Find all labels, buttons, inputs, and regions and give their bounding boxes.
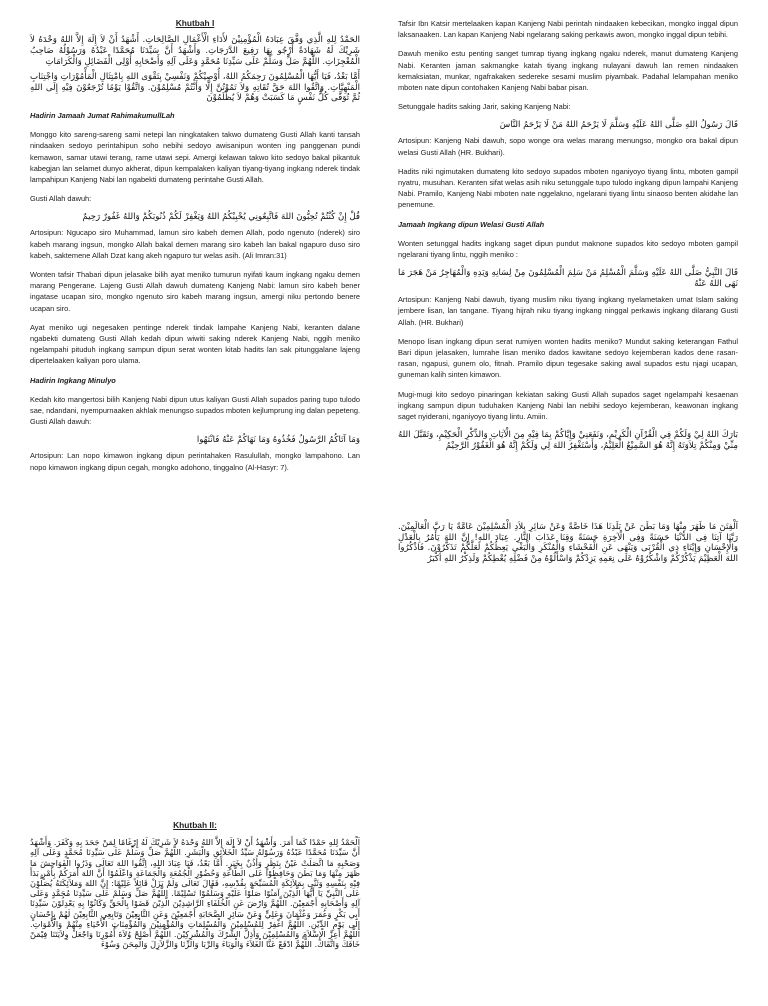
doa-arabic: اَلْفِتَنَ مَا ظَهَرَ مِنْهَا وَمَا بَطَنَ عَنْ بَلَدِنَا هَذَا خَاصَّةً وَعَنْ سَائِرِ بِلاَدِ الْمُسْلِمِيْنَ عَامَّةً يَا رَبَّ الْعَالَمِيْنَ. رَبَّنَا آتِنَا فِى الدُّنْيَا حَسَنَةً وَفِى الْآخِرَةِ حَسَنَةً وَقِنَا عَذَابَ النَّارِ. عِبَادَ اللهِ! إِنَّ اللهَ يَأْمُرُ بِالْعَدْلِ وَالْإِحْسَانِ وَإِيْتَاءِ ذِي الْقُرْبَى وَيَنْهَى عَنِ الْفَحْشَاءِ وَالْمُنْكَرِ وَالْبَغْيِ يَعِظُكُمْ لَعَلَّكُمْ تَذَكَّرُوْنَ. فَاذْكُرُوا اللهَ الْعَظِيْمَ يَذْكُرْكُمْ وَاشْكُرُوْهُ عَلَى نِعَمِهِ يَزِدْكُمْ وَاسْأَلُوْهُ مِنْ فَضْلِهِ يُعْطِكُمْ وَلَذِكْرُ اللهِ أَكْبَرُ (398, 522, 738, 564)
greeting-heading: Hadirin Jamaah Jumat RahimakumullLah (30, 110, 175, 120)
ayat-ali-imran: قُلْ إِنْ كُنْتُمْ تُحِبُّونَ اللهَ فَاتَّبِعُونِي يُحْبِبْكُمُ اللهُ وَيَغْفِرْ لَكُمْ ذُنُوبَكُمْ وَاللهُ غَفُورٌ رَحِيمٌ (82, 212, 360, 223)
khutbah-1-title: Khutbah I (175, 18, 215, 28)
hadith-muslim: قَالَ النَّبِيُّ صَلَّى اللهُ عَلَيْهِ وَسَلَّمَ الْمُسْلِمُ مَنْ سَلِمَ الْمُسْلِمُونَ مِنْ لِسَانِهِ وَيَدِهِ وَالْمُهَاجِرُ مَنْ هَجَرَ مَا نَهَى اللهُ عَنْهُ (398, 268, 738, 290)
paragraph: Mugi-mugi kito sedoyo pinaringan kekiatan saking Gusti Allah supados saget ngelampahi kesaenan ingkang sampun dipun tuduhaken Kanjeng Nabi lan nebihi sedoyo kejemberan, keawonan ingkang saget nyiderani, nganiyoyo tiyang lintu. Amiin. (398, 389, 738, 422)
khutbah-1-continued-column (398, 18, 738, 457)
paragraph: Kedah kito mangertosi bilih Kanjeng Nabi dipun utus kaliyan Gusti Allah supados paring tupo tulodo sae, ndandani, nyempurnaaken akhlak menungso supados mboten kejlumprung ing dalan pepeteng. Gusti Allah dawuh: (30, 394, 360, 427)
khutbah-1-column (30, 18, 360, 481)
doa-block (398, 522, 738, 570)
paragraph: Monggo kito sareng-sareng sami netepi lan ningkataken takwo dumateng Gusti Allah kanti tansah nindaaken sedoyo perintahipun soho nebihi sedoyo awisanipun wonten ing panggenan pundi kemawon, samar utawi terang, rame utawi sepi. Amergi kelawan takwo kito sedoyo bakal pikantuk kabegjan lan selamet dunyo akherat, dipun kempalaken kaliyan tiyang-tiyang ingkang nderek tindak lampahipun Kanjeng Nabi lan ngabekti dumateng perintahe Gusti Allah. (30, 130, 360, 184)
paragraph: Wonten setunggal hadits ingkang saget dipun pundut maknone supados kito sedoyo mboten gampil ngelarani tiyang lintu, nggih meniko : (398, 238, 738, 260)
khutbah-2-title: Khutbah II: (173, 820, 217, 830)
paragraph: Wonten tafsir Thabari dipun jelasake bilih ayat meniko tumurun nyifati kaum ingkang ngaku demen marang Pengerane. Lajeng Gusti Allah dawuh dumateng Kanjeng Nabi: lamun siro kabeh bener ingatase ucapan siro, mongko ngenuto siro kabeh marang ingsun, amergi niku pertondo benere ucapan siro. (30, 270, 360, 313)
hadith-jarir: قَالَ رَسُولُ اللهِ صَلَّى اللهُ عَلَيْهِ وَسَلَّمَ لَا يَرْحَمُ اللهُ مَنْ لَا يَرْحَمُ النَّاسَ (499, 120, 738, 131)
translation: Artosipun: Kanjeng Nabi dawuh, sopo wonge ora welas marang menungso, mongko ora bakal dipun welasi Gusti Allah (HR. Bukhari). (398, 136, 738, 157)
khutbah-2-arabic: اَلْحَمْدُ لِلهِ حَمْدًا كَمَا أَمَرَ. وَأَشْهَدُ أَنْ لاَ إِلَهَ إِلاَّ اللهُ وَحْدَهُ لاَ شَرِيْكَ لَهُ إِرْغَامًا لِمَنْ جَحَدَ بِهِ وَكَفَرَ. وَأَشْهَدُ أَنَّ سَيِّدَنَا مُحَمَّدًا عَبْدُهُ وَرَسُوْلُهُ سَيِّدُ الْخَلاَئِقِ وَالْبَشَرِ. اللَّهُمَّ صَلِّ وَسَلِّمْ عَلَى سَيِّدِنَا مُحَمَّدٍ وَعَلَى آلِهِ وَصَحْبِهِ مَا اتَّصَلَتْ عَيْنٌ بِنَظَرٍ وَأُذُنٌ بِخَبَرٍ. أَمَّا بَعْدُ، فَيَا عِبَادَ اللهِ، اِتَّقُوا اللهَ تَعَالَى وَذَرُوا الْفَوَاحِشَ مَا ظَهَرَ مِنْهَا وَمَا بَطَنَ وَحَافِظُوْا عَلَى الطَّاعَةِ وَحُضُوْرِ الْجُمُعَةِ وَالْجَمَاعَةِ وَاعْلَمُوْا أَنَّ اللهَ أَمَرَكُمْ بِأَمْرٍ بَدَأَ فِيْهِ بِنَفْسِهِ وَثَنَّى بِمَلاَئِكَةِ الْمُسَبِّحَةِ بِقُدْسِهِ، فَقَالَ تَعَالَى وَلَمْ يَزَلْ قَائِلاً عَلِيْمًا: إِنَّ اللهَ وَمَلاَئِكَتَهُ يُصَلُّوْنَ عَلَى النَّبِيِّ يَا أَيُّهَا الَّذِيْنَ آمَنُوْا صَلُّوْا عَلَيْهِ وَسَلِّمُوْا تَسْلِيْمًا. اللَّهُمَّ صَلِّ وَسَلِّمْ عَلَى سَيِّدِنَا مُحَمَّدٍ وَعَلَى آلِهِ وَأَصْحَابِهِ أَجْمَعِيْنَ. اللَّهُمَّ وَارْضَ عَنِ الْخُلَفَاءِ الرَّاشِدِيْنَ الَّذِيْنَ قَضَوْا بِالْحَقِّ وَكَانُوْا بِهِ يَعْدِلُوْنَ سَيِّدِنَا أَبِي بَكْرٍ وَعُمَرَ وَعُثْمَانَ وَعَلِيٍّ وَعَنْ سَائِرِ الصَّحَابَةِ أَجْمَعِيْنَ وَعَنِ التَّابِعِيْنَ وَتَابِعِي التَّابِعِيْنَ لَهُمْ بِإِحْسَانٍ إِلَى يَوْمِ الدِّيْنِ. اللَّهُمَّ اغْفِرْ لِلْمُسْلِمِيْنَ وَالْمُسْلِمَاتِ وَالْمُؤْمِنِيْنَ وَالْمُؤْمِنَاتِ الْأَحْيَاءِ مِنْهُمْ وَالْأَمْوَاتِ. اللَّهُمَّ أَعِزَّ الْإِسْلاَمَ وَالْمُسْلِمِيْنَ وَأَذِلَّ الشِّرْكَ وَالْمُشْرِكِيْنَ. اللَّهُمَّ أَصْلِحْ وُلاَةَ أُمُوْرِنَا وَاجْعَلْ وِلاَيَتَنَا فِيْمَنْ خَافَكَ وَاتَّقَاكَ. اللَّهُمَّ ادْفَعْ عَنَّا الْغَلاَءَ وَالْوَبَاءَ وَالرِّبَا وَالزِّنَا وَالزَّلاَزِلَ وَالْمِحَنَ وَسُوْءَ (30, 837, 360, 950)
translation: Artosipun: Ngucapo siro Muhammad, lamun siro kabeh demen Allah, podo ngenuto (nderek) siro kabeh marang ingsun, mongko Allah bakal demen marang siro kabeh lan bakal ngapuro duso siro kabeh, saktemene Allah Dzat kang akeh ngapuro tur welas asih. (Ali Imran:31) (30, 228, 360, 260)
paragraph: Tafsir Ibn Katsir mertelaaken kapan Kanjeng Nabi perintah nindaaken kebecikan, mongko inggal dipun laksanaaken. Lan kapan Kanjeng Nabi ngelarang saking perkawis awon, mongko inggal dipun tebihi. (398, 19, 738, 40)
section-heading: Hadirin Ingkang Minulyo (30, 375, 116, 385)
closing-arabic: بَارَكَ اللهُ لِيْ وَلَكُمْ فِي الْقُرْآنِ الْكَرِيْمِ، وَنَفَعَنِيْ وَإِيَّاكُمْ بِمَا فِيْهِ مِنَ الْآيَاتِ وَالذِّكْرِ الْحَكِيْمِ، وَتَقَبَّلَ اللهُ مِنِّيْ وَمِنْكُمْ تِلاَوَتَهُ إِنَّهُ هُوَ السَّمِيْعُ الْعَلِيْمُ، وَأَسْتَغْفِرُ اللهَ لِي وَلَكُمْ إِنَّهُ هُوَ الْغَفُوْرُ الرَّحِيْمُ (398, 430, 738, 451)
arabic-opening: الحَمْدُ لِلهِ الَّذِي وَفَّقَ عِبَادَهُ الْمُؤْمِنِيْنَ لأَدَاءِ الْأَعْمَالِ الصَّالِحَاتِ. أَشْهَدُ أَنْ لاَ إِلَهَ إِلاَّ اللهُ وَحْدَهُ لاَ شَرِيْكَ لَهُ شَهَادَةً أَرْجُو بِهَا رَفِيعَ الدَّرَجَاتِ. وَأَشْهَدُ أَنَّ سَيِّدَنَا مُحَمَّدًا عَبْدُهُ وَرَسُوْلُهُ صَاحِبُ الْمُعْجِزَاتِ. اللَّهُمَّ صَلِّ وَسَلِّمْ عَلَى سَيِّدِنَا مُحَمَّدٍ وَعَلَى آلِهِ وَأَصْحَابِهِ أُوْلِى الْفَضَائِلِ وَالْكَرَامَاتِ (30, 35, 360, 68)
paragraph: Setunggale hadits saking Jarir, saking Kanjeng Nabi: (398, 102, 571, 112)
section-heading: Jamaah Ingkang dipun Welasi Gusti Allah (398, 219, 545, 229)
translation: Artosipun: Kanjeng Nabi dawuh, tiyang muslim niku tiyang ingkang nyelametaken umat Islam saking jembere lisan, lan tangane. Tiyang hijrah niku tiyang ingkang ninggal perkawis ingkang dilarang Gusti Allah. (HR. Bukhari) (398, 295, 738, 327)
khutbah-2-column (30, 820, 360, 951)
paragraph: Menopo lisan ingkang dipun serat rumiyen wonten hadits meniko? Mundut saking keterangan Fathul Bari dipun jelasaken, lumrahe lisan meniko dados kawitane sedoyo kejemberan kados dene rasan-rasan, ngapusi, gunem olo, fitnah. Pramilo dipun tegesake saking awal supados estu njagi ucapan, guneman kalih sinten kimawon. (398, 336, 738, 380)
paragraph: Dawuh meniko estu penting sanget tumrap tiyang ingkang ngaku nderek, manut dumateng Kanjeng Nabi. Keranten jaman sakmangke katah tiyang ingkang nulayani dawuh lan remen nindaaken kemaksiatan, munkar, ngafrakaken sedereke sesami muslim piyambak. Padahal lelampahan meniko mboten nate dipun contohaken Kanjeng Nabi babar pisan. (398, 49, 738, 93)
paragraph: Hadits niki ngimutaken dumateng kito sedoyo supados mboten nganiyoyo tiyang lintu, mboten gampil nyatru, musuhan. Keranten sifat welas asih niku setunggale tupo tulodo ingkang dipun lampahi Kanjeng Nabi. Pramilo, Kanjeng Nabi mboten nate nggelakno, ngelarani tiyang lintu sinaoso benten akidahe lan penemune. (398, 166, 738, 210)
dawuh-label: Gusti Allah dawuh: (30, 194, 92, 204)
paragraph: Ayat meniko ugi negesaken pentinge nderek tindak lampahe Kanjeng Nabi, keranten dalane ngabekti dumateng Gusti Allah kedah dipun wiwiti saking nderek Kanjeng Nabi, nggih meniko ngelampahi pituduh ingkang sampun dipun serat wonten kitab hadits lan sak pitunggalane lajeng dipertelaaken kaliyan poro ulama. (30, 322, 360, 366)
arabic-opening-wasiat: أَمَّا بَعْدُ، فَيَا أَيُّهَا الْمُسْلِمُونَ رَحِمَكُمُ اللهُ، أُوْصِيْكُمْ وَنَفْسِيْ بِتَقْوَى اللهِ بِامْتِثَالِ الْمَأْمُوْرَاتِ وَاجْتِنَابِ الْمَنْهِيَّاتِ. وَاتَّقُوا اللهَ حَقَّ تُقَاتِهِ وَلاَ تَمُوْتُنَّ إِلَّا وَأَنْتُمْ مُسْلِمُوْنَ. وَاتَّقُوْا يَوْمًا تُرْجَعُوْنَ فِيْهِ إِلَى اللهِ ثُمَّ تُوَفَّى كُلُّ نَفْسٍ مَا كَسَبَتْ وَهُمْ لاَ يُظْلَمُوْنَ (30, 72, 360, 104)
translation: Artosipun: Lan nopo kimawon ingkang dipun perintahaken Rasulullah, mongko lampahono. Lan nopo kimawon ingkang dipun cegah, mongko adohono, tinggalno (Al-Hasyr: 7). (30, 451, 360, 472)
ayat-al-hasyr: وَمَا آتَاكُمُ الرَّسُولُ فَخُذُوهُ وَمَا نَهَاكُمْ عَنْهُ فَانْتَهُوا (196, 435, 360, 446)
